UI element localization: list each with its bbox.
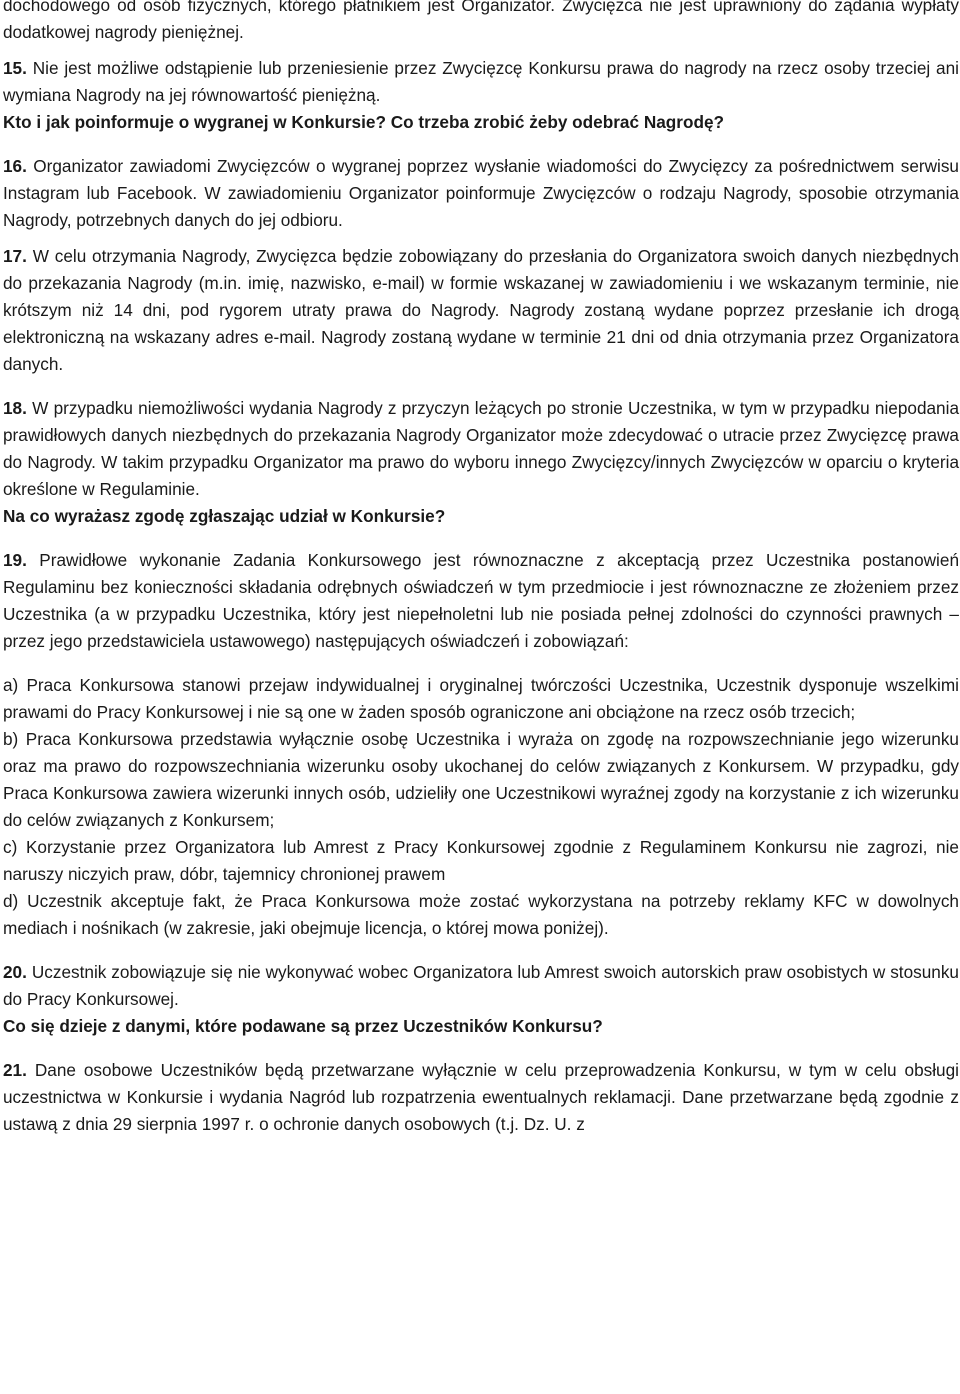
paragraph-17 — [3, 243, 959, 378]
paragraph-text: W przypadku niemożliwości wydania Nagrody z przyczyn leżących po stronie Uczestnika, w tym w przypadku niepodania prawidłowych danych niezbędnych do przekazania Nagrody Organizator może zdecydować o utracie przez Zwycięzcę prawa do Nagrody. W takim przypadku Organizator ma prawo do wyboru innego Zwycięzcy/innych Zwycięzców w oparciu o kryteria określone w Regulaminie. — [3, 398, 959, 499]
paragraph-text: Organizator zawiadomi Zwycięzców o wygranej poprzez wysłanie wiadomości do Zwycięzcy za pośrednictwem serwisu Instagram lub Facebook. W zawiadomieniu Organizator poinformuje Zwycięzców o rodzaju Nagrody, sposobie otrzymania Nagrody, potrzebnych danych do jej odbioru. — [3, 156, 959, 230]
paragraph-20 — [3, 959, 959, 1013]
paragraph-intro: dochodowego od osób fizycznych, którego płatnikiem jest Organizator. Zwycięzca nie jest uprawniony do żądania wypłaty dodatkowej nagrody pieniężnej. — [3, 0, 959, 42]
section-heading-personal-data: Co się dzieje z danymi, które podawane są przez Uczestników Konkursu? — [3, 1016, 603, 1036]
paragraph-number: 20. — [3, 962, 27, 982]
paragraph-number: 18. — [3, 398, 27, 418]
paragraph-number: 19. — [3, 550, 27, 570]
paragraph-number: 17. — [3, 246, 27, 266]
paragraph-text: Dane osobowe Uczestników będą przetwarzane wyłącznie w celu przeprowadzenia Konkursu, w tym w celu obsługi uczestnictwa w Konkursie i wydania Nagród lub rozpatrzenia ewentualnych reklamacji. Dane przetwarzane będą zgodnie z ustawą z dnia 29 sierpnia 1997 r. o ochronie danych osobowych (t.j. Dz. U. z — [3, 1060, 959, 1134]
paragraph-18 — [3, 395, 959, 503]
list-item-c: c) Korzystanie przez Organizatora lub Amrest z Pracy Konkursowej zgodnie z Regulaminem Konkursu nie zagrozi, nie naruszy niczyich praw, dóbr, tajemnicy chronionej prawem — [3, 837, 959, 884]
paragraph-16 — [3, 153, 959, 234]
paragraph-19 — [3, 547, 959, 655]
paragraph-text: W celu otrzymania Nagrody, Zwycięzca będzie zobowiązany do przesłania do Organizatora swoich danych niezbędnych do przekazania Nagrody (m.in. imię, nazwisko, e-mail) w formie wskazanej w zawiadomieniu i we wskazanym terminie, nie krótszym niż 14 dni, pod rygorem utraty prawa do Nagrody. Nagrody zostaną wydane poprzez przesłanie ich drogą elektroniczną na wskazany adres e-mail. Nagrody zostaną wydane w terminie 21 dni od dnia otrzymania przez Organizatora danych. — [3, 246, 959, 374]
list-item-d: d) Uczestnik akceptuje fakt, że Praca Konkursowa może zostać wykorzystana na potrzeby reklamy KFC w dowolnych mediach i nośnikach (w zakresie, jaki obejmuje licencja, o której mowa poniżej). — [3, 891, 959, 938]
paragraph-number: 16. — [3, 156, 27, 176]
document-page — [3, 0, 959, 1138]
paragraph-number: 15. — [3, 58, 27, 78]
paragraph-15 — [3, 55, 959, 109]
list-item-a: a) Praca Konkursowa stanowi przejaw indywidualnej i oryginalnej twórczości Uczestnika, Uczestnik dysponuje wszelkimi prawami do Pracy Konkursowej i nie są one w żaden sposób ograniczone ani obciążone na rzecz osób trzecich; — [3, 675, 959, 722]
paragraph-21 — [3, 1057, 959, 1138]
paragraph-text: Uczestnik zobowiązuje się nie wykonywać wobec Organizatora lub Amrest swoich autorskich praw osobistych w stosunku do Pracy Konkursowej. — [3, 962, 959, 1009]
section-heading-consent: Na co wyrażasz zgodę zgłaszając udział w Konkursie? — [3, 506, 446, 526]
paragraph-number: 21. — [3, 1060, 27, 1080]
section-heading-prize-notification: Kto i jak poinformuje o wygranej w Konkursie? Co trzeba zrobić żeby odebrać Nagrodę? — [3, 112, 725, 132]
paragraph-text: Prawidłowe wykonanie Zadania Konkursowego jest równoznaczne z akceptacją przez Uczestnika postanowień Regulaminu bez konieczności składania odrębnych oświadczeń w tym przedmiocie i jest równoznaczne ze złożeniem przez Uczestnika (a w przypadku Uczestnika, który jest niepełnoletni lub nie posiada pełnej zdolności do czynności prawnych – przez jego przedstawiciela ustawowego) następujących oświadczeń i zobowiązań: — [3, 550, 959, 651]
paragraph-text: Nie jest możliwe odstąpienie lub przeniesienie przez Zwycięzcę Konkursu prawa do nagrody na rzecz osoby trzeciej ani wymiana Nagrody na jej równowartość pieniężną. — [3, 58, 959, 105]
list-item-b: b) Praca Konkursowa przedstawia wyłącznie osobę Uczestnika i wyraża on zgodę na rozpowszechnianie jego wizerunku oraz ma prawo do rozpowszechniania wizerunku osoby ukochanej do celów związanych z Konkursem. W przypadku, gdy Praca Konkursowa zawiera wizerunki innych osób, udzieliły one Uczestnikowi wyraźnej zgody na korzystanie z ich wizerunku do celów związanych z Konkursem; — [3, 729, 959, 830]
